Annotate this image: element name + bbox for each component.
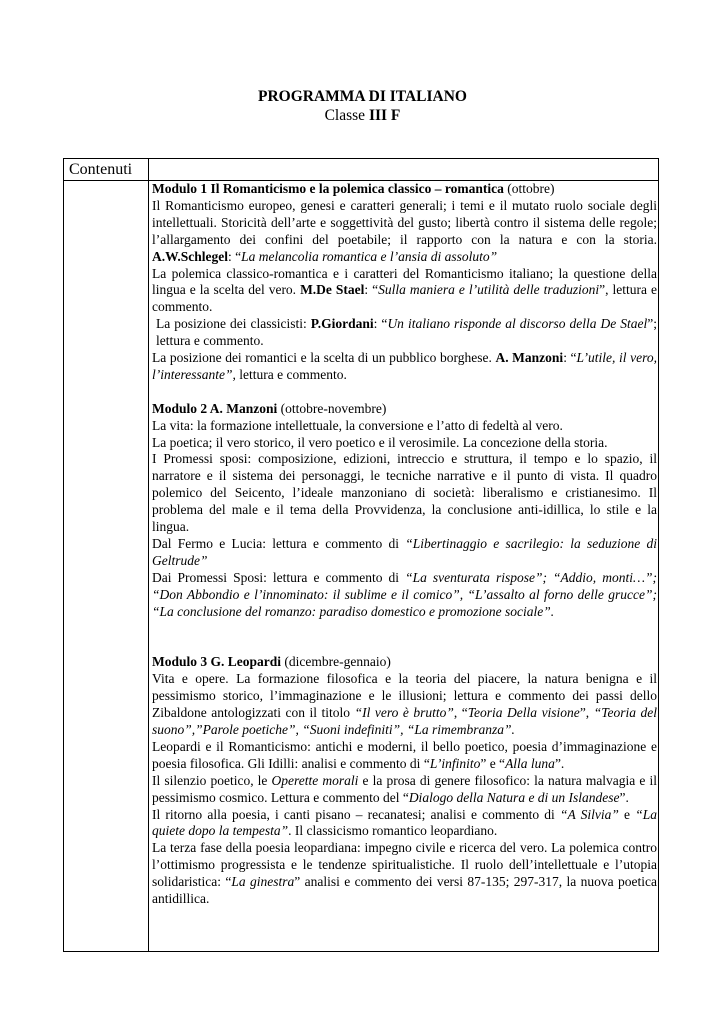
module-3-paragraph: Il silenzio poetico, le Operette morali e la prosa di genere filosofico: la natura malvagia e il pessimismo cosmico. Lettura e commento del “Dialogo della Natura e di un Islandese”.	[152, 772, 658, 805]
module-3-paragraph: Vita e opere. La formazione filosofica e la teoria del piacere, la natura benigna e il pessimismo storico, l’immaginazione e le illusioni; lettura e commento dei passi dello Zibaldone antologizzati con il titolo “Il vero è brutto”, “Teoria Della visione”, “Teoria del suono”,”Parole poetiche”, “Suoni indefiniti”, “La rimembranza”.	[152, 671, 657, 737]
module-2-period: (ottobre-novembre)	[277, 400, 387, 416]
module-3-paragraph: La terza fase della poesia leopardiana: impegno civile e ricerca del vero. La polemica contro l’ottimismo progressista e le tendenze spiritualistiche. Il ruolo dell’intellettuale e l’utopia solidaristica: “La ginestra” analisi e commento dei versi 87-135; 297-317, la nuova poetica antidillica.	[152, 840, 657, 907]
page-title: PROGRAMMA DI ITALIANO	[258, 88, 467, 105]
module-2-paragraph: Dal Fermo e Lucia: lettura e commento di “Libertinaggio e sacrilegio: la seduzione di Geltrude”	[152, 536, 657, 568]
module-1-period: (ottobre)	[503, 181, 555, 196]
module-3-paragraph: Leopardi e il Romanticismo: antichi e moderni, il bello poetico, poesia d’immaginazione e poesia filosofica. Gli Idilli: analisi e commento di “L’infinito” e “Alla luna”.	[152, 738, 657, 771]
table-column-divider	[148, 158, 149, 952]
contenuti-header: Contenuti	[69, 161, 133, 178]
module-2-paragraph: La poetica; il vero storico, il vero poetico e il verosimile. La concezione della storia.	[152, 434, 608, 450]
module-2-paragraph: La vita: la formazione intellettuale, la conversione e l’atto di fedeltà al vero.	[152, 417, 563, 433]
class-value: III F	[368, 107, 401, 124]
module-1-paragraph: Il Romanticismo europeo, genesi e caratteri generali; i temi e il mutato ruolo sociale degli intellettuali. Storicità dell’arte e soggettività del gusto; libertà contro il sistema delle regole; l’allargamento dei confini del poetabile; il rapporto con la natura e con la storia. A.W.Schlegel: “La melancolia romantica e l’ansia di assoluto”	[152, 197, 657, 264]
module-1-heading	[152, 181, 657, 198]
module-2-heading	[152, 401, 657, 418]
module-1-title: Modulo 1 Il Romanticismo e la polemica classico – romantica	[152, 181, 504, 196]
module-3-paragraph: Il ritorno alla poesia, i canti pisano – recanatesi; analisi e commento di “A Silvia” e “La quiete dopo la tempesta”. Il classicismo romantico leopardiano.	[152, 806, 658, 839]
module-1-paragraph: La posizione dei romantici e la scelta di un pubblico borghese. A. Manzoni: “L’utile, il vero, l’interessante”, lettura e commento.	[152, 350, 657, 382]
module-1-paragraph: La polemica classico-romantica e i caratteri del Romanticismo italiano; la questione della lingua e la scelta del vero. M.De Stael: “Sulla maniera e l’utilità delle traduzioni”, lettura e commento.	[152, 265, 657, 315]
class-subtitle	[0, 106, 725, 125]
module-3-title: Modulo 3 G. Leopardi	[152, 654, 282, 670]
module-1-paragraph: La posizione dei classicisti: P.Giordani: “Un italiano risponde al discorso della De Stael”; lettura e commento.	[156, 316, 657, 349]
module-2-title: Modulo 2 A. Manzoni	[152, 400, 278, 416]
module-3-heading	[152, 654, 657, 671]
contenuti-cell	[152, 181, 657, 908]
class-label: Classe	[324, 107, 369, 124]
module-2-paragraph: Dai Promessi Sposi: lettura e commento di “La sventurata rispose”; “Addio, monti…”; “Don Abbondio e l’innominato: il sublime e il comico”, “L’assalto al forno delle grucce”; “La conclusione del romanzo: paradiso domestico e promozione sociale”.	[152, 569, 657, 619]
module-3-period: (dicembre-gennaio)	[281, 654, 391, 670]
module-2-paragraph: I Promessi sposi: composizione, edizioni, intreccio e struttura, il tempo e lo spazio, il narratore e il sistema dei personaggi, le tecniche narrative e il punto di vista. Il quadro polemico del Seicento, l’ideale manzoniano di società: liberalismo e cristianesimo. Il problema del male e il tema della Provvidenza, la conclusione anti-idillica, lo stile e la lingua.	[152, 451, 657, 535]
